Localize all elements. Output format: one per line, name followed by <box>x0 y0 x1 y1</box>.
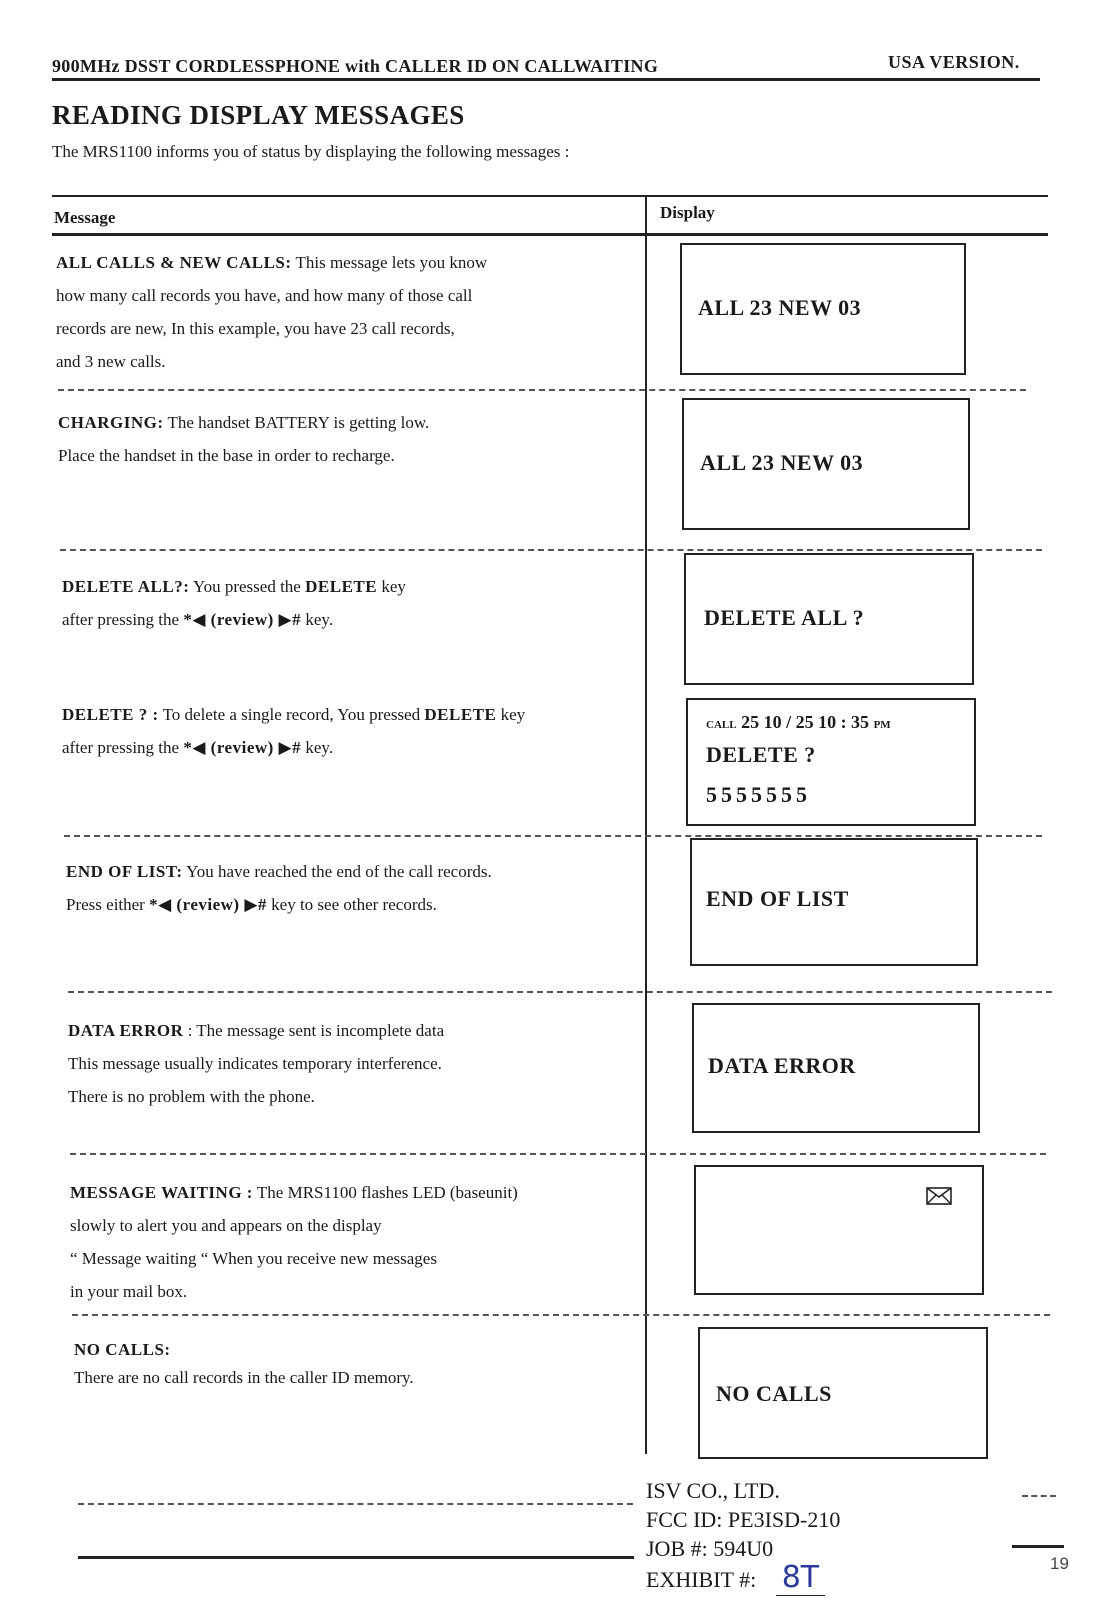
document-header: 900MHz DSST CORDLESSPHONE with CALLER ID ON CALLWAITING <box>52 56 659 76</box>
row-label: DELETE ALL?: <box>62 577 190 596</box>
row-text: : The message sent is incomplete data <box>183 1021 445 1040</box>
footer-company: ISV CO., LTD. <box>646 1478 780 1503</box>
row-text: This message lets you know <box>291 253 488 272</box>
row-text: key. <box>301 610 334 629</box>
row-text: slowly to alert you and appears on the display <box>70 1216 382 1235</box>
envelope-icon <box>926 1187 952 1205</box>
display-text: NO CALLS <box>716 1381 832 1406</box>
footer-dashed-rule <box>78 1503 633 1505</box>
row-divider <box>60 549 1042 551</box>
row-delete-all-description <box>62 570 632 636</box>
call-datetime: 25 10 / 25 10 : 35 <box>741 712 870 732</box>
review-key: *◀ (review) ▶# <box>183 738 302 757</box>
table-top-rule <box>52 195 1048 197</box>
exhibit-label: EXHIBIT #: <box>646 1567 757 1592</box>
row-all-calls-description <box>56 246 626 378</box>
row-label: ALL CALLS & NEW CALLS: <box>56 253 292 272</box>
display-call-line <box>706 712 891 733</box>
footer-dashed-rule-right <box>1022 1495 1056 1497</box>
row-text: “ Message waiting “ When you receive new messages <box>70 1249 437 1268</box>
row-delete-description <box>62 698 642 764</box>
table-header-rule <box>52 233 1048 236</box>
row-divider <box>58 389 1026 391</box>
review-key: *◀ (review) ▶# <box>183 610 302 629</box>
row-label: NO CALLS: <box>74 1340 171 1359</box>
row-text: Place the handset in the base in order to recharge. <box>58 446 395 465</box>
pm-label: PM <box>873 719 891 731</box>
row-charging-description <box>58 406 628 472</box>
page-number: 19 <box>1050 1554 1069 1573</box>
display-text: END OF LIST <box>706 886 849 911</box>
row-text: To delete a single record, You pressed <box>158 705 425 724</box>
display-no-calls <box>698 1327 988 1459</box>
row-text: after pressing the <box>62 738 184 757</box>
footer-job-number: JOB #: 594U0 <box>646 1536 774 1561</box>
display-end-of-list <box>690 838 978 966</box>
row-text: There is no problem with the phone. <box>68 1087 315 1106</box>
intro-text: The MRS1100 informs you of status by displaying the following messages : <box>52 142 570 161</box>
row-divider <box>68 991 1052 993</box>
header-rule <box>52 78 1040 81</box>
row-divider <box>72 1314 1050 1316</box>
row-text: There are no call records in the caller ID memory. <box>74 1368 414 1387</box>
row-text: The handset BATTERY is getting low. <box>163 413 430 432</box>
display-number: 5555555 <box>706 782 811 807</box>
page-title: READING DISPLAY MESSAGES <box>52 100 465 130</box>
display-all-calls <box>680 243 966 375</box>
row-text: key. <box>301 738 334 757</box>
display-delete <box>686 698 976 826</box>
row-text: after pressing the <box>62 610 184 629</box>
row-text: You pressed the <box>189 577 306 596</box>
row-label: MESSAGE WAITING : <box>70 1183 253 1202</box>
row-data-error-description <box>68 1014 638 1113</box>
row-text: Press either <box>66 895 150 914</box>
row-label: END OF LIST: <box>66 862 183 881</box>
row-text: This message usually indicates temporary interference. <box>68 1054 442 1073</box>
row-label: DATA ERROR <box>68 1021 184 1040</box>
row-text: and 3 new calls. <box>56 352 166 371</box>
key-name: DELETE <box>424 705 497 724</box>
row-no-calls-description <box>74 1336 644 1392</box>
display-text: ALL 23 NEW 03 <box>700 450 864 475</box>
display-text: DATA ERROR <box>708 1053 856 1078</box>
footer-fcc-id: FCC ID: PE3ISD-210 <box>646 1507 841 1532</box>
display-charging <box>682 398 970 530</box>
row-divider <box>64 835 1042 837</box>
column-header-message: Message <box>54 208 116 227</box>
call-label: CALL <box>706 719 737 731</box>
display-delete-all <box>684 553 974 685</box>
row-text: how many call records you have, and how many of those call <box>56 286 473 305</box>
row-label: CHARGING: <box>58 413 164 432</box>
row-divider <box>70 1153 1046 1155</box>
row-message-waiting-description <box>70 1176 640 1308</box>
row-text: key <box>377 577 406 596</box>
footer-rule <box>78 1556 634 1559</box>
display-text: DELETE ? <box>706 742 816 767</box>
row-text: key to see other records. <box>266 895 437 914</box>
exhibit-handwritten-value: 8T <box>776 1560 825 1596</box>
footer-rule-right <box>1012 1545 1064 1548</box>
display-message-waiting <box>694 1165 984 1295</box>
row-text: records are new, In this example, you have 23 call records, <box>56 319 455 338</box>
review-key: *◀ (review) ▶# <box>149 895 267 914</box>
display-text: ALL 23 NEW 03 <box>698 295 862 320</box>
column-header-display: Display <box>660 203 715 222</box>
row-text: You have reached the end of the call records. <box>182 862 492 881</box>
version-label: USA VERSION. <box>888 52 1020 72</box>
key-name: DELETE <box>305 577 378 596</box>
row-label: DELETE ? : <box>62 705 159 724</box>
footer-exhibit <box>646 1560 825 1595</box>
display-text: DELETE ALL ? <box>704 605 865 630</box>
display-data-error <box>692 1003 980 1133</box>
row-text: The MRS1100 flashes LED (baseunit) <box>252 1183 518 1202</box>
row-text: in your mail box. <box>70 1282 188 1301</box>
row-end-of-list-description <box>66 855 636 921</box>
row-text: key <box>496 705 526 724</box>
column-divider <box>645 197 647 1454</box>
